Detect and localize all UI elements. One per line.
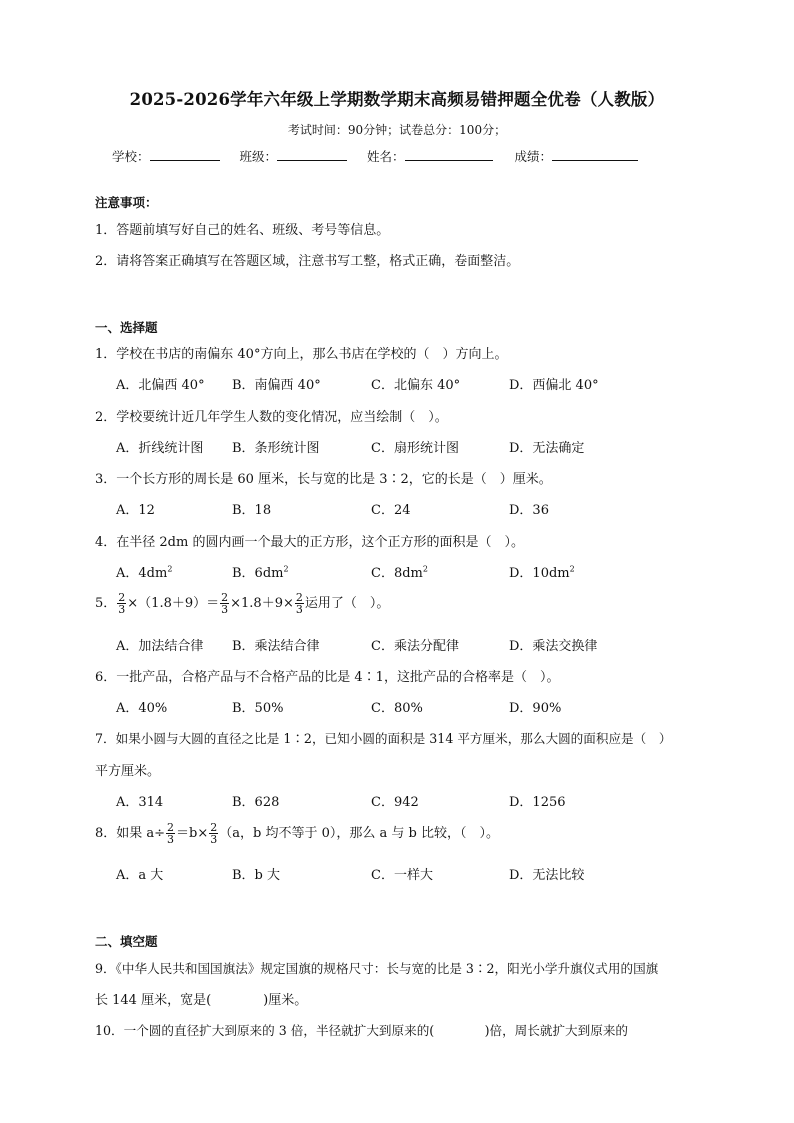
fraction: $\frac{2}{3}$ [221, 591, 229, 616]
fraction: $\frac{2}{3}$ [295, 591, 303, 616]
option-d[interactable]: D．$10dm^2$ [509, 564, 575, 581]
student-info-row [112, 147, 648, 165]
section-heading-fill: 二、填空题 [95, 934, 158, 949]
option-c[interactable]: C．扇形统计图 [371, 441, 459, 456]
option-a[interactable]: A．加法结合律 [116, 639, 204, 654]
option-c[interactable]: C．一样大 [371, 868, 433, 883]
option-a[interactable]: A．折线统计图 [116, 441, 204, 456]
option-d[interactable]: D．1256 [509, 795, 566, 810]
page-title: 2025-2026学年六年级上学期数学期末高频易错押题全优卷（人教版） [129, 90, 665, 109]
option-b[interactable]: B．南偏西 40° [232, 378, 321, 393]
name-blank[interactable] [405, 148, 493, 161]
option-a[interactable]: A．12 [116, 503, 155, 518]
question-7: 7．如果小圆与大圆的直径之比是 1∶2，已知小圆的面积是 314 平方厘米，那么大圆的面积应是（ ） [95, 731, 672, 746]
option-b[interactable]: B．50% [232, 701, 284, 716]
option-b[interactable]: B．628 [232, 795, 280, 810]
option-a[interactable]: A．a 大 [116, 868, 164, 883]
option-d[interactable]: D．36 [509, 503, 549, 518]
school-blank[interactable] [150, 148, 220, 161]
question-9-continued: 长 144 厘米，宽是( )厘米。 [95, 993, 308, 1008]
option-a[interactable]: A．$4dm^2$ [116, 564, 173, 581]
note-item: 1．答题前填写好自己的姓名、班级、考号等信息。 [95, 223, 390, 238]
option-c[interactable]: C．24 [371, 503, 411, 518]
question-2: 2．学校要统计近几年学生人数的变化情况，应当绘制（ ）。 [95, 410, 448, 425]
option-b[interactable]: B．18 [232, 503, 272, 518]
fraction: $\frac{2}{3}$ [210, 821, 218, 846]
question-10: 10．一个圆的直径扩大到原来的 3 倍，半径就扩大到原来的( )倍，周长就扩大到原来的 [95, 1023, 629, 1038]
option-b[interactable]: B．$6dm^2$ [232, 564, 289, 581]
option-a[interactable]: A．314 [116, 795, 164, 810]
question-8: 8．如果 a÷ $\frac{2}{3}$ ＝b× $\frac{2}{3}$ （a，b 均不等于 0），那么 a 与 b 比较，（ ）。 [95, 821, 499, 846]
option-d[interactable]: D．90% [509, 701, 562, 716]
exam-info: 考试时间：90分钟；试卷总分：100分； [287, 123, 507, 137]
option-c[interactable]: C．80% [371, 701, 423, 716]
notes-heading: 注意事项： [95, 195, 158, 210]
question-6: 6．一批产品，合格产品与不合格产品的比是 4∶1，这批产品的合格率是（ ）。 [95, 670, 560, 685]
option-d[interactable]: D．无法比较 [509, 868, 585, 883]
option-b[interactable]: B．乘法结合律 [232, 639, 320, 654]
question-9: 9．《中华人民共和国国旗法》规定国旗的规格尺寸：长与宽的比是 3∶2，阳光小学升旗仪式用的国旗 [95, 961, 659, 976]
class-blank[interactable] [277, 148, 347, 161]
question-3: 3．一个长方形的周长是 60 厘米，长与宽的比是 3∶2，它的长是（ ）厘米。 [95, 472, 552, 487]
question-7-continued: 平方厘米。 [95, 764, 161, 779]
option-a[interactable]: A．40% [116, 701, 168, 716]
option-a[interactable]: A．北偏西 40° [116, 378, 205, 393]
note-item: 2．请将答案正确填写在答题区域，注意书写工整，格式正确，卷面整洁。 [95, 254, 520, 269]
option-b[interactable]: B．b 大 [232, 868, 281, 883]
option-d[interactable]: D．乘法交换律 [509, 639, 598, 654]
fraction: $\frac{2}{3}$ [167, 821, 175, 846]
score-label: 成绩： [514, 149, 553, 164]
option-c[interactable]: C．乘法分配律 [371, 639, 459, 654]
name-label: 姓名： [367, 149, 405, 164]
question-5: 5． $\frac{2}{3}$ ×（1.8＋9）＝ $\frac{2}{3}$ ×1.8＋9× $\frac{2}{3}$ 运用了（ ）。 [95, 591, 390, 616]
class-label: 班级： [239, 149, 278, 164]
question-4: 4．在半径 2dm 的圆内画一个最大的正方形，这个正方形的面积是（ ）。 [95, 535, 524, 550]
school-label: 学校： [112, 149, 150, 164]
option-c[interactable]: C．北偏东 40° [371, 378, 461, 393]
question-1: 1．学校在书店的南偏东 40°方向上，那么书店在学校的（ ）方向上。 [95, 347, 508, 362]
option-c[interactable]: C．942 [371, 795, 419, 810]
option-c[interactable]: C．$8dm^2$ [371, 564, 428, 581]
option-d[interactable]: D．西偏北 40° [509, 378, 599, 393]
option-b[interactable]: B．条形统计图 [232, 441, 320, 456]
section-heading-choice: 一、选择题 [95, 320, 158, 335]
option-d[interactable]: D．无法确定 [509, 441, 585, 456]
fraction: $\frac{2}{3}$ [118, 591, 126, 616]
score-blank[interactable] [552, 148, 638, 161]
